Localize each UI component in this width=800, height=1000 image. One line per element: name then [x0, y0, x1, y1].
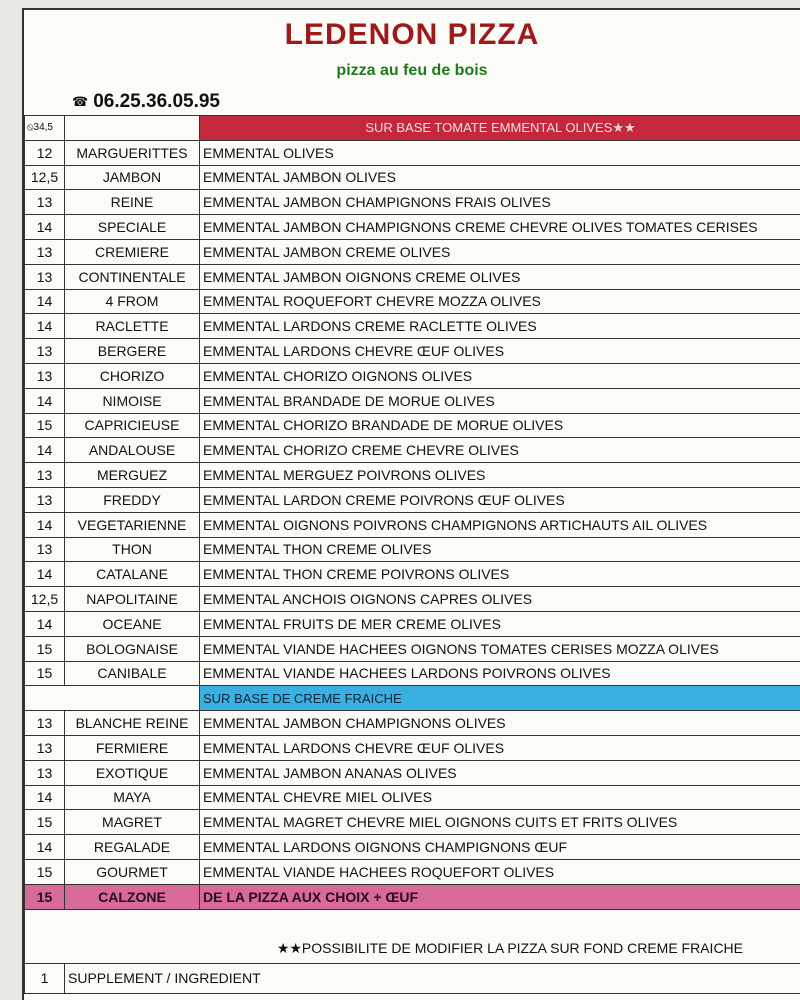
phone-number: 06.25.36.05.95: [93, 91, 220, 112]
item-name: FERMIERE: [65, 735, 200, 760]
menu-item-row: [25, 165, 800, 190]
item-name: ANDALOUSE: [65, 438, 200, 463]
item-ingredients: EMMENTAL VIANDE HACHEES LARDONS POIVRONS OLIVES: [200, 661, 800, 686]
item-ingredients: EMMENTAL THON CREME POIVRONS OLIVES: [200, 562, 800, 587]
item-ingredients: EMMENTAL OLIVES: [200, 140, 800, 165]
item-ingredients: EMMENTAL LARDONS OIGNONS CHAMPIGNONS ŒUF: [200, 835, 800, 860]
item-name: CONTINENTALE: [65, 264, 200, 289]
supplement-row: [25, 963, 800, 993]
item-price: 14: [25, 611, 65, 636]
item-price: 13: [25, 463, 65, 488]
item-ingredients: EMMENTAL OIGNONS POIVRONS CHAMPIGNONS ARTICHAUTS AIL OLIVES: [200, 512, 800, 537]
item-ingredients: EMMENTAL JAMBON CREME OLIVES: [200, 239, 800, 264]
menu-item-row: [25, 859, 800, 884]
item-name: VEGETARIENNE: [65, 512, 200, 537]
item-name: NIMOISE: [65, 388, 200, 413]
menu-item-row: [25, 239, 800, 264]
item-ingredients: EMMENTAL CHORIZO BRANDADE DE MORUE OLIVES: [200, 413, 800, 438]
item-name: OCEANE: [65, 611, 200, 636]
item-price: 14: [25, 314, 65, 339]
supplement-price: 1: [25, 963, 65, 993]
item-ingredients: EMMENTAL LARDON CREME POIVRONS ŒUF OLIVES: [200, 487, 800, 512]
menu-item-row: [25, 785, 800, 810]
menu-header: [24, 10, 800, 115]
menu-item-row: [25, 190, 800, 215]
item-ingredients: EMMENTAL LARDONS CREME RACLETTE OLIVES: [200, 314, 800, 339]
item-price: 13: [25, 487, 65, 512]
item-name: CAPRICIEUSE: [65, 413, 200, 438]
item-name: MERGUEZ: [65, 463, 200, 488]
item-ingredients: EMMENTAL JAMBON OIGNONS CREME OLIVES: [200, 264, 800, 289]
item-name: BERGERE: [65, 339, 200, 364]
supplement-label: SUPPLEMENT / INGREDIENT: [65, 963, 800, 993]
item-name: EXOTIQUE: [65, 760, 200, 785]
item-ingredients: EMMENTAL CHORIZO CREME CHEVRE OLIVES: [200, 438, 800, 463]
item-ingredients: EMMENTAL JAMBON CHAMPIGNONS OLIVES: [200, 711, 800, 736]
item-price: 15: [25, 661, 65, 686]
item-price: 15: [25, 636, 65, 661]
item-name: FREDDY: [65, 487, 200, 512]
calzone-name: CALZONE: [65, 884, 200, 909]
menu-item-row: [25, 562, 800, 587]
menu-item-row: [25, 413, 800, 438]
note-row: [25, 909, 800, 963]
item-name: THON: [65, 537, 200, 562]
item-price: 14: [25, 785, 65, 810]
item-ingredients: EMMENTAL THON CREME OLIVES: [200, 537, 800, 562]
calzone-description: DE LA PIZZA AUX CHOIX + ŒUF: [200, 884, 800, 909]
menu-sheet: [22, 8, 800, 1000]
menu-item-row: [25, 512, 800, 537]
item-ingredients: EMMENTAL VIANDE HACHEES ROQUEFORT OLIVES: [200, 859, 800, 884]
calzone-row: [25, 884, 800, 909]
item-price: 14: [25, 438, 65, 463]
item-ingredients: EMMENTAL CHEVRE MIEL OLIVES: [200, 785, 800, 810]
calzone-price: 15: [25, 884, 65, 909]
item-ingredients: EMMENTAL LARDONS CHEVRE ŒUF OLIVES: [200, 339, 800, 364]
section-heading: SUR BASE TOMATE EMMENTAL OLIVES★★: [200, 116, 800, 141]
item-name: 4 FROM: [65, 289, 200, 314]
phone-number-row: [72, 91, 220, 113]
menu-table-body: [25, 116, 800, 994]
item-price: 13: [25, 264, 65, 289]
menu-item-row: [25, 388, 800, 413]
item-price: 14: [25, 289, 65, 314]
menu-item-row: [25, 810, 800, 835]
telephone-icon: ☎: [72, 94, 89, 109]
item-price: 12: [25, 140, 65, 165]
menu-item-row: [25, 215, 800, 240]
pizza-menu-table: [24, 115, 800, 994]
item-ingredients: EMMENTAL JAMBON CHAMPIGNONS CREME CHEVRE OLIVES TOMATES CERISES: [200, 215, 800, 240]
no-smoking-price-cell: [25, 116, 65, 141]
item-name: JAMBON: [65, 165, 200, 190]
item-price: 13: [25, 363, 65, 388]
item-price: 12,5: [25, 165, 65, 190]
item-price: 15: [25, 859, 65, 884]
item-ingredients: EMMENTAL ROQUEFORT CHEVRE MOZZA OLIVES: [200, 289, 800, 314]
item-name: NAPOLITAINE: [65, 587, 200, 612]
item-price: 13: [25, 190, 65, 215]
item-ingredients: EMMENTAL FRUITS DE MER CREME OLIVES: [200, 611, 800, 636]
section-heading-row: [25, 116, 800, 141]
item-price: 14: [25, 215, 65, 240]
item-name: CREMIERE: [65, 239, 200, 264]
item-price: 14: [25, 835, 65, 860]
item-name: MARGUERITTES: [65, 140, 200, 165]
menu-item-row: [25, 587, 800, 612]
item-name: MAYA: [65, 785, 200, 810]
menu-item-row: [25, 611, 800, 636]
item-name: MAGRET: [65, 810, 200, 835]
item-price: 13: [25, 711, 65, 736]
item-ingredients: EMMENTAL BRANDADE DE MORUE OLIVES: [200, 388, 800, 413]
item-name: BLANCHE REINE: [65, 711, 200, 736]
menu-item-row: [25, 636, 800, 661]
menu-item-row: [25, 835, 800, 860]
corner-label: 34,5: [33, 122, 53, 134]
menu-item-row: [25, 537, 800, 562]
item-price: 13: [25, 760, 65, 785]
item-name: REGALADE: [65, 835, 200, 860]
item-price: 15: [25, 413, 65, 438]
menu-item-row: [25, 363, 800, 388]
item-name: REINE: [65, 190, 200, 215]
menu-item-row: [25, 711, 800, 736]
item-ingredients: EMMENTAL MERGUEZ POIVRONS OLIVES: [200, 463, 800, 488]
item-name: CANIBALE: [65, 661, 200, 686]
item-price: 13: [25, 735, 65, 760]
item-ingredients: EMMENTAL JAMBON OLIVES: [200, 165, 800, 190]
menu-item-row: [25, 339, 800, 364]
item-ingredients: EMMENTAL MAGRET CHEVRE MIEL OIGNONS CUITS ET FRITS OLIVES: [200, 810, 800, 835]
item-price: 13: [25, 339, 65, 364]
menu-item-row: [25, 140, 800, 165]
restaurant-title: LEDENON PIZZA: [284, 18, 540, 51]
restaurant-subtitle: pizza au feu de bois: [336, 62, 488, 79]
menu-item-row: [25, 289, 800, 314]
menu-item-row: [25, 438, 800, 463]
no-smoking-icon: ⦸: [27, 122, 34, 134]
item-price: 14: [25, 388, 65, 413]
empty-name-cell: [65, 116, 200, 141]
item-price: 14: [25, 562, 65, 587]
item-ingredients: EMMENTAL CHORIZO OIGNONS OLIVES: [200, 363, 800, 388]
item-ingredients: EMMENTAL VIANDE HACHEES OIGNONS TOMATES CERISES MOZZA OLIVES: [200, 636, 800, 661]
item-price: 13: [25, 537, 65, 562]
item-name: CHORIZO: [65, 363, 200, 388]
menu-item-row: [25, 661, 800, 686]
empty-heading-cell: [25, 686, 200, 711]
item-ingredients: EMMENTAL JAMBON CHAMPIGNONS FRAIS OLIVES: [200, 190, 800, 215]
menu-item-row: [25, 760, 800, 785]
item-name: CATALANE: [65, 562, 200, 587]
item-ingredients: EMMENTAL ANCHOIS OIGNONS CAPRES OLIVES: [200, 587, 800, 612]
item-price: 14: [25, 512, 65, 537]
menu-item-row: [25, 264, 800, 289]
item-name: BOLOGNAISE: [65, 636, 200, 661]
item-price: 13: [25, 239, 65, 264]
section-heading: SUR BASE DE CREME FRAICHE: [200, 686, 800, 711]
item-name: GOURMET: [65, 859, 200, 884]
menu-item-row: [25, 735, 800, 760]
item-price: 15: [25, 810, 65, 835]
item-name: RACLETTE: [65, 314, 200, 339]
item-ingredients: EMMENTAL JAMBON ANANAS OLIVES: [200, 760, 800, 785]
item-price: 12,5: [25, 587, 65, 612]
menu-item-row: [25, 463, 800, 488]
item-name: SPECIALE: [65, 215, 200, 240]
menu-item-row: [25, 487, 800, 512]
item-ingredients: EMMENTAL LARDONS CHEVRE ŒUF OLIVES: [200, 735, 800, 760]
menu-item-row: [25, 314, 800, 339]
section-heading-row: [25, 686, 800, 711]
modification-note: ★★POSSIBILITE DE MODIFIER LA PIZZA SUR FOND CREME FRAICHE: [25, 909, 800, 963]
